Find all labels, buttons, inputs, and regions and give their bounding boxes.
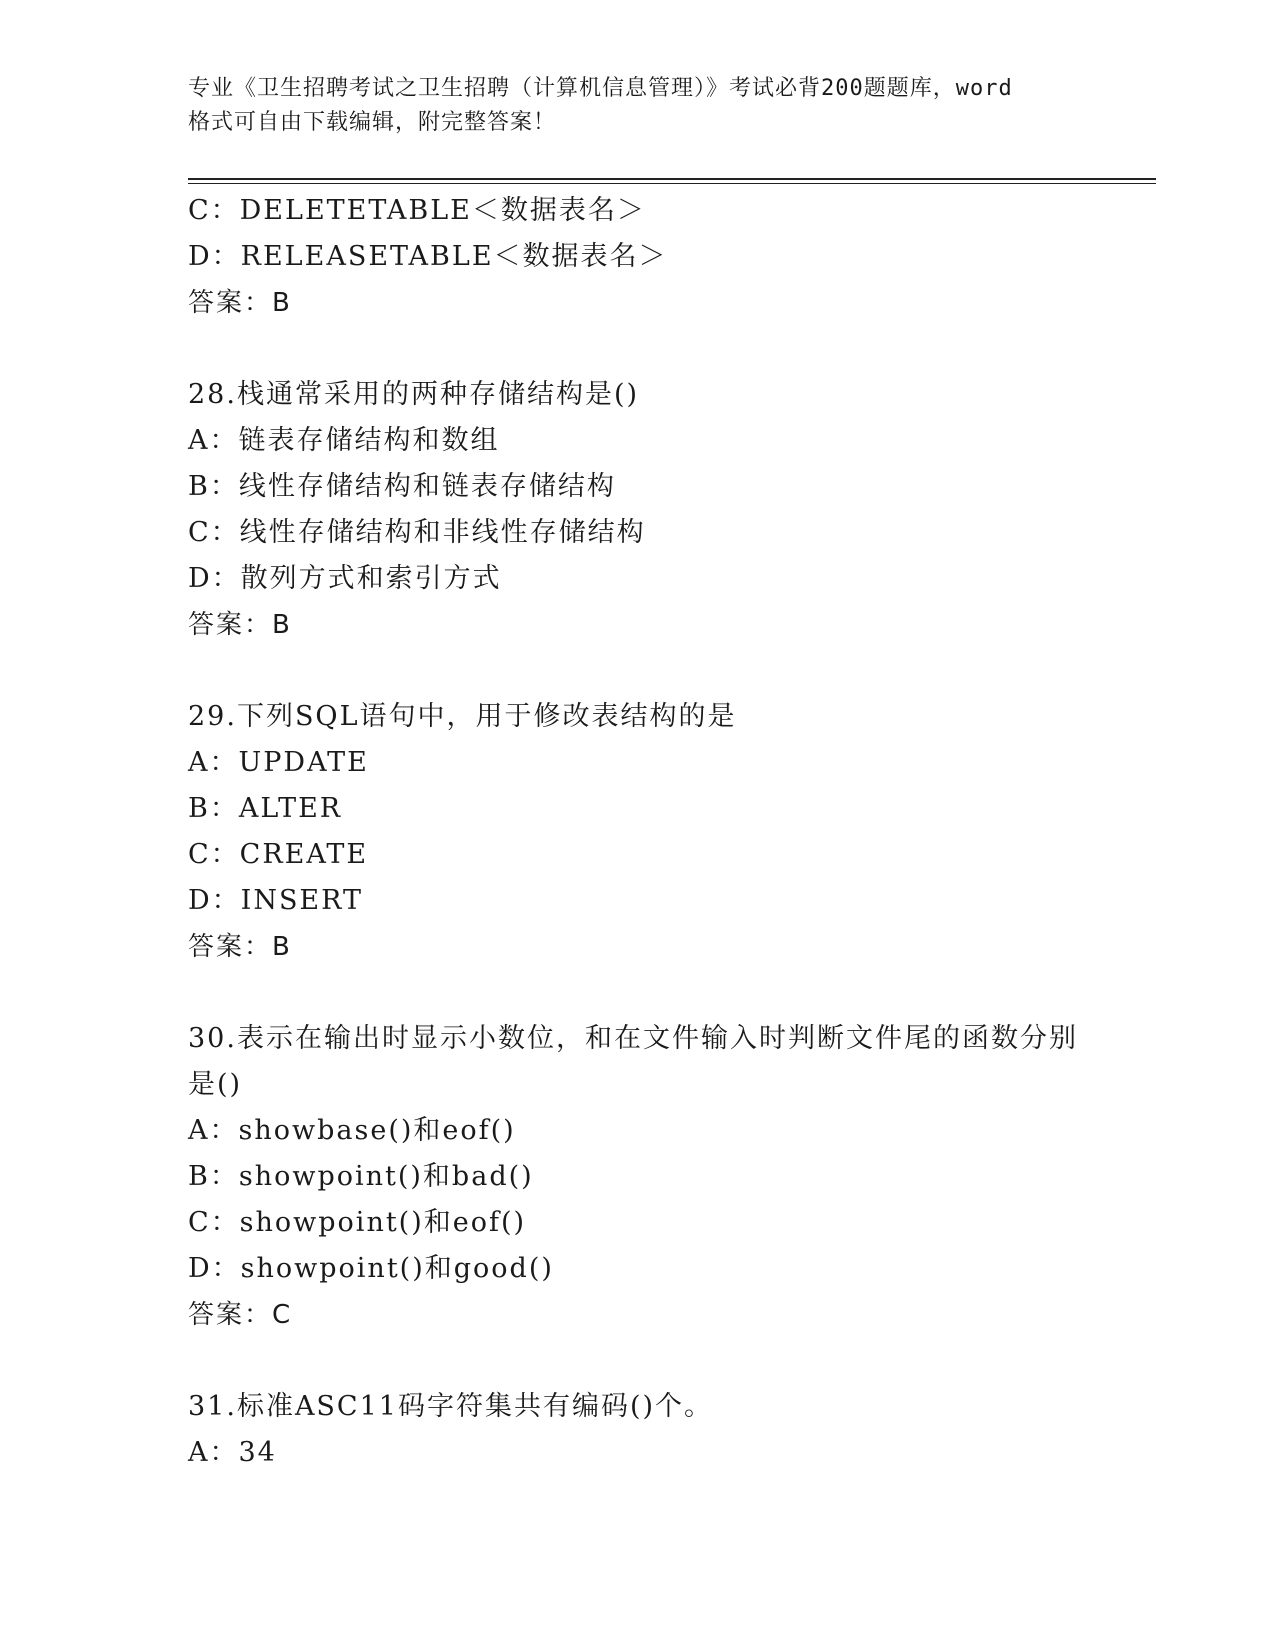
header-line-2: 格式可自由下载编辑，附完整答案！ <box>188 110 557 135</box>
header-divider-thick <box>188 178 1156 180</box>
header-line-1: 专业《卫生招聘考试之卫生招聘（计算机信息管理）》考试必背200题题库，word <box>188 76 1013 101</box>
question-list <box>188 188 1108 1476</box>
option-c: C：CREATE <box>188 839 369 870</box>
option-a: A：链表存储结构和数组 <box>188 425 500 456</box>
option-a: A：34 <box>188 1437 277 1468</box>
header-divider-thin <box>188 183 1156 184</box>
question-block-partial <box>188 188 1108 326</box>
question-title-line-1: 30.表示在输出时显示小数位，和在文件输入时判断文件尾的函数分别 <box>188 1023 1078 1054</box>
answer-line: 答案：B <box>188 288 292 318</box>
question-block-28 <box>188 372 1108 648</box>
option-b: B：ALTER <box>188 793 343 824</box>
option-c: C：showpoint()和eof() <box>188 1207 527 1238</box>
document-header <box>188 72 1088 140</box>
question-block-30 <box>188 1016 1108 1338</box>
option-a: A：UPDATE <box>188 747 369 778</box>
question-title: 29.下列SQL语句中，用于修改表结构的是 <box>188 701 737 732</box>
option-d: D：INSERT <box>188 885 364 916</box>
option-d: D：showpoint()和good() <box>188 1253 554 1284</box>
answer-line: 答案：B <box>188 932 292 962</box>
question-block-31 <box>188 1384 1108 1476</box>
question-title: 28.栈通常采用的两种存储结构是() <box>188 379 640 410</box>
option-b: B：线性存储结构和链表存储结构 <box>188 471 616 502</box>
option-d: D：散列方式和索引方式 <box>188 563 502 594</box>
question-block-29 <box>188 694 1108 970</box>
option-b: B：showpoint()和bad() <box>188 1161 534 1192</box>
answer-line: 答案：C <box>188 1300 293 1330</box>
option-a: A：showbase()和eof() <box>188 1115 516 1146</box>
option-d: D：RELEASETABLE＜数据表名＞ <box>188 241 668 272</box>
question-title-line-2: 是() <box>188 1069 243 1100</box>
question-title: 31.标准ASC11码字符集共有编码()个。 <box>188 1391 714 1422</box>
option-c: C：DELETETABLE＜数据表名＞ <box>188 195 646 226</box>
option-c: C：线性存储结构和非线性存储结构 <box>188 517 646 548</box>
answer-line: 答案：B <box>188 610 292 640</box>
